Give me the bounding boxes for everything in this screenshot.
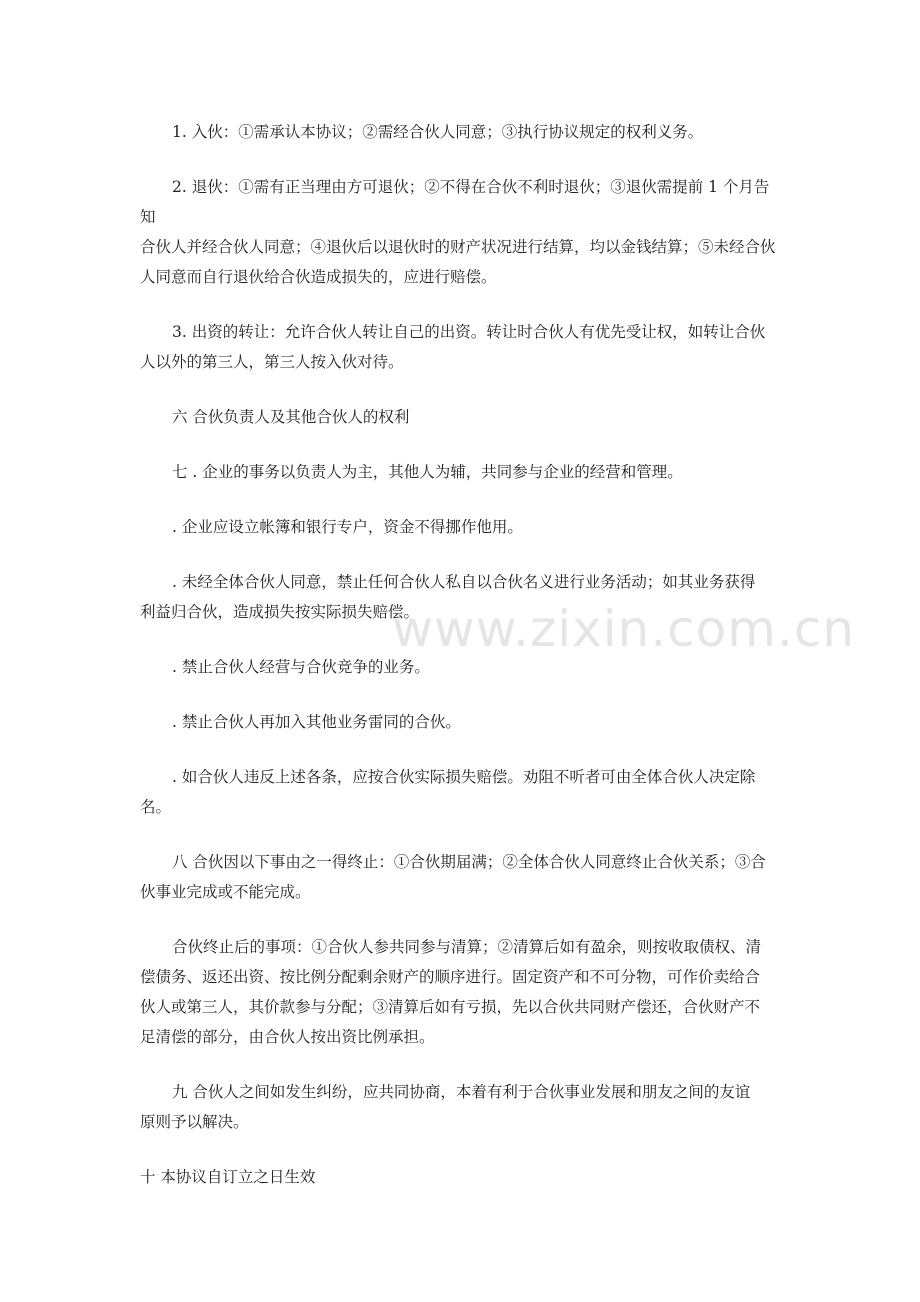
paragraph (140, 457, 780, 487)
paragraph (140, 652, 780, 682)
paragraph-line: 伙人或第三人，其价款参与分配；③清算后如有亏损，先以合伙共同财产偿还，合伙财产不 (140, 998, 761, 1016)
paragraph-line: 人同意而自行退伙给合伙造成损失的，应进行赔偿。 (140, 268, 497, 286)
watermark: www.zixin.com.cn (392, 600, 856, 658)
paragraph (140, 317, 780, 377)
paragraph-line: 合伙终止后的事项：①合伙人参共同参与清算；②清算后如有盈余，则按收取债权、清 (172, 938, 762, 956)
paragraph (140, 932, 780, 1052)
paragraph-line: 六 合伙负责人及其他合伙人的权利 (172, 408, 410, 426)
paragraph (140, 762, 780, 822)
paragraph-line: 九 合伙人之间如发生纠纷，应共同协商，本着有利于合伙事业发展和朋友之间的友谊 (172, 1083, 751, 1101)
paragraph-line: 十 本协议自订立之日生效 (140, 1168, 316, 1186)
paragraph-line: 足清偿的部分，由合伙人按出资比例承担。 (140, 1028, 435, 1046)
paragraph (140, 512, 780, 542)
paragraph-line: 偿债务、返还出资、按比例分配剩余财产的顺序进行。固定资产和不可分物，可作价卖给合 (140, 968, 761, 986)
paragraph-line: 名。 (140, 798, 172, 816)
paragraph-line: 原则予以解决。 (140, 1113, 249, 1131)
paragraph-line: 1. 入伙：①需承认本协议；②需经合伙人同意；③执行协议规定的权利义务。 (172, 123, 704, 141)
paragraph-line: 八 合伙因以下事由之一得终止：①合伙期届满；②全体合伙人同意终止合伙关系；③合 (172, 853, 766, 871)
paragraph-line: . 禁止合伙人经营与合伙竞争的业务。 (172, 658, 430, 676)
paragraph-line: 七 . 企业的事务以负责人为主，其他人为辅，共同参与企业的经营和管理。 (172, 463, 683, 481)
paragraph (140, 402, 780, 432)
paragraph-line: . 如合伙人违反上述各条，应按合伙实际损失赔偿。劝阻不听者可由全体合伙人决定除 (172, 768, 756, 786)
paragraph (140, 172, 780, 292)
paragraph-line: 伙事业完成或不能完成。 (140, 883, 311, 901)
paragraph-line: . 企业应设立帐簿和银行专户，资金不得挪作他用。 (172, 518, 523, 536)
paragraph (140, 567, 780, 627)
paragraph-line: 合伙人并经合伙人同意；④退伙后以退伙时的财产状况进行结算，均以金钱结算；⑤未经合伙 (140, 238, 776, 256)
paragraph-line: 2. 退伙：①需有正当理由方可退伙；②不得在合伙不利时退伙；③退伙需提前 1 个月告知 (140, 178, 770, 226)
document-body (140, 117, 780, 1192)
paragraph (140, 117, 780, 147)
paragraph (140, 1162, 780, 1192)
paragraph-line: 人以外的第三人，第三人按入伙对待。 (140, 353, 404, 371)
paragraph-line: . 未经全体合伙人同意，禁止任何合伙人私自以合伙名义进行业务活动；如其业务获得 (172, 573, 756, 591)
paragraph (140, 707, 780, 737)
paragraph (140, 847, 780, 907)
paragraph (140, 1077, 780, 1137)
paragraph-line: 3. 出资的转让：允许合伙人转让自己的出资。转让时合伙人有优先受让权，如转让合伙 (172, 323, 766, 341)
paragraph-line: . 禁止合伙人再加入其他业务雷同的合伙。 (172, 713, 461, 731)
paragraph-line: 利益归合伙，造成损失按实际损失赔偿。 (140, 603, 420, 621)
